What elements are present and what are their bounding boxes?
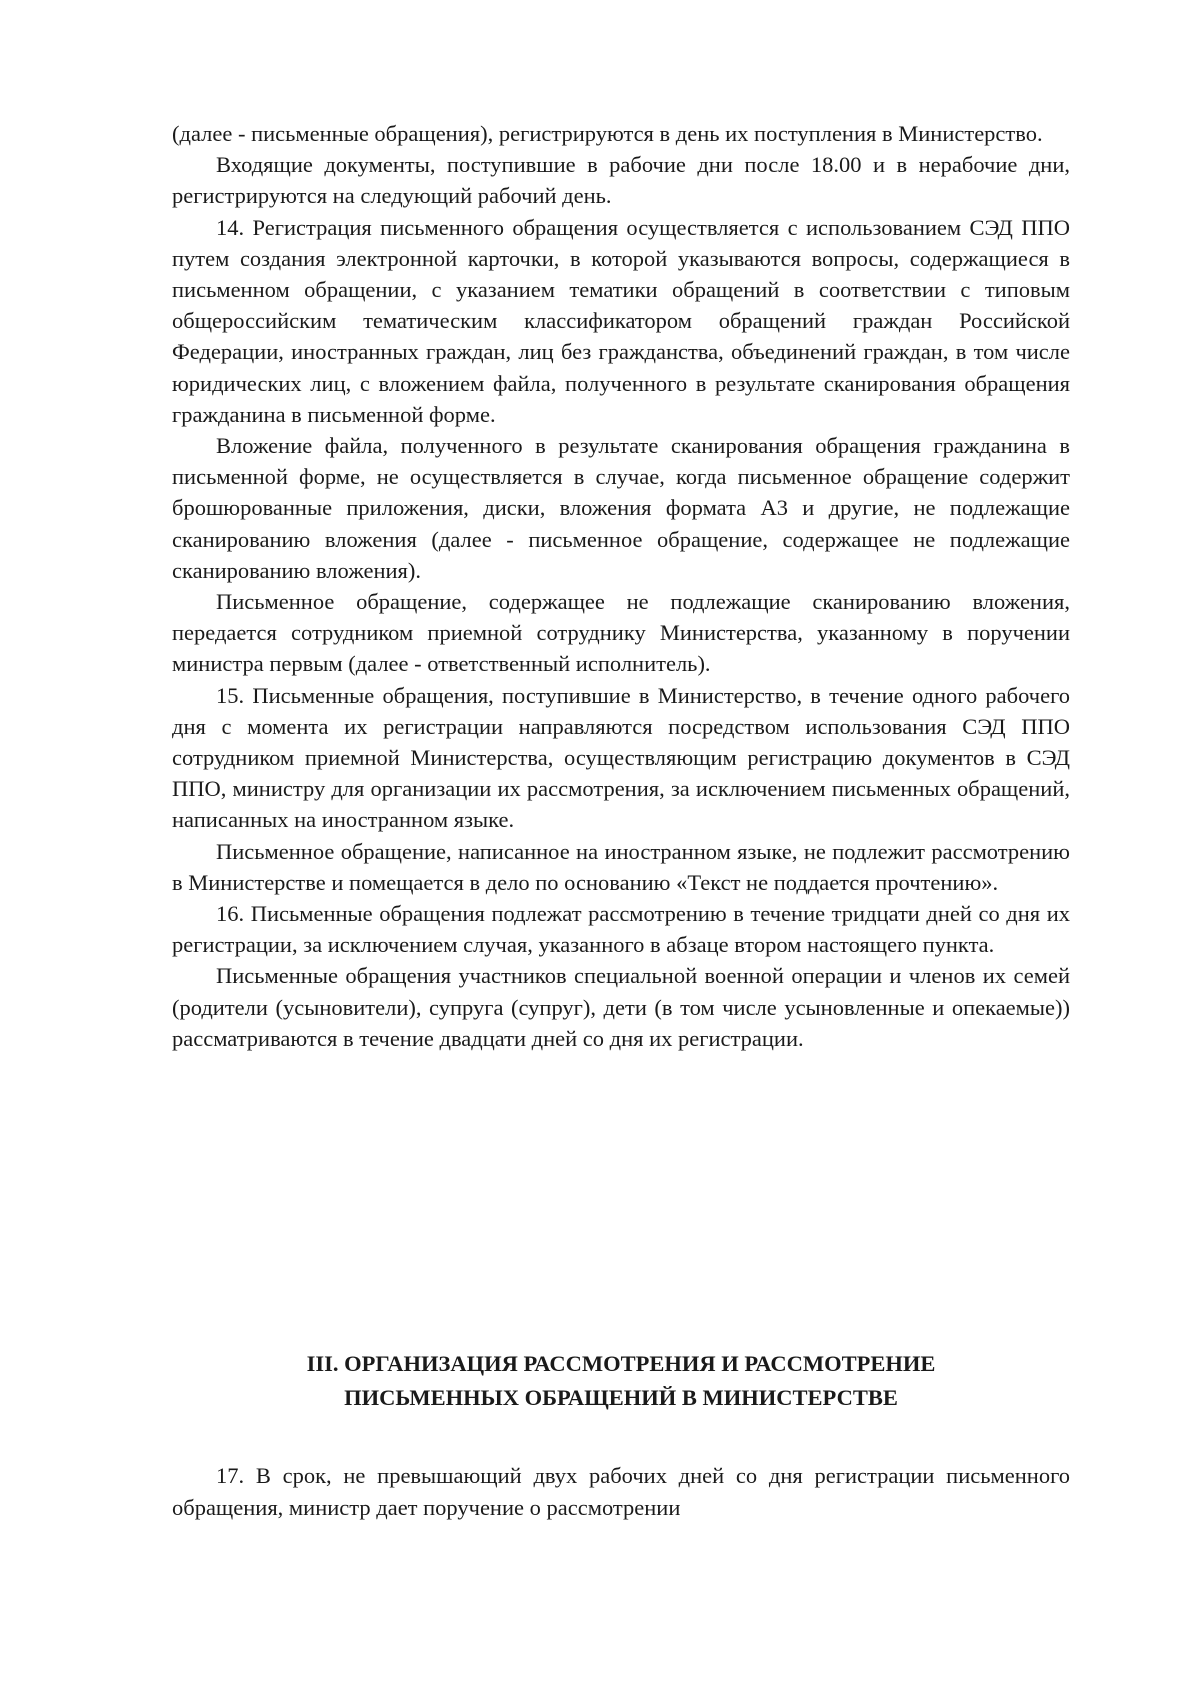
paragraph: Вложение файла, полученного в результате сканирования обращения гражданина в письменной форме, не осуществляется в случае, когда письменное обращение содержит брошюрованные приложения, диски, вложения формата А3 и другие, не подлежащие сканированию вложения (далее - письменное обращение, содержащее не подлежащие сканированию вложения). — [172, 433, 1070, 583]
paragraph-item-15: 15. Письменные обращения, поступившие в Министерство, в течение одного рабочего дня с момента их регистрации направляются посредством использования СЭД ППО сотрудником приемной Министерства, осуществляющим регистрацию документов в СЭД ППО, министру для организации их рассмотрения, за исключением письменных обращений, написанных на иностранном языке. — [172, 682, 1070, 833]
paragraph: Письменное обращение, содержащее не подлежащие сканированию вложения, передается сотрудником приемной сотруднику Министерства, указанному в поручении министра первым (далее - ответственный исполнитель). — [172, 589, 1070, 677]
section-heading-line-2: ПИСЬМЕННЫХ ОБРАЩЕНИЙ В МИНИСТЕРСТВЕ — [344, 1385, 898, 1410]
section-heading — [172, 1347, 1070, 1415]
paragraph: Письменные обращения участников специальной военной операции и членов их семей (родители (усыновители), супруга (супруг), дети (в том числе усыновленные и опекаемые)) рассматриваются в течение двадцати дней со дня их регистрации. — [172, 963, 1070, 1051]
paragraph-item-16: 16. Письменные обращения подлежат рассмотрению в течение тридцати дней со дня их регистрации, за исключением случая, указанного в абзаце втором настоящего пункта. — [172, 901, 1070, 958]
paragraph-item-17: 17. В срок, не превышающий двух рабочих дней со дня регистрации письменного обращения, министр дает поручение о рассмотрении — [172, 1463, 1070, 1520]
document-body-continued — [172, 1460, 1070, 1523]
paragraph: Входящие документы, поступившие в рабочие дни после 18.00 и в нерабочие дни, регистрируются на следующий рабочий день. — [172, 152, 1070, 209]
paragraph: Письменное обращение, написанное на иностранном языке, не подлежит рассмотрению в Министерстве и помещается в дело по основанию «Текст не поддается прочтению». — [172, 838, 1070, 895]
paragraph: (далее - письменные обращения), регистрируются в день их поступления в Министерство. — [172, 121, 1043, 146]
section-heading-line-1: III. ОРГАНИЗАЦИЯ РАССМОТРЕНИЯ И РАССМОТРЕНИЕ — [306, 1351, 936, 1376]
paragraph-item-14: 14. Регистрация письменного обращения осуществляется с использованием СЭД ППО путем создания электронной карточки, в которой указываются вопросы, содержащиеся в письменном обращении, с указанием тематики обращений в соответствии с типовым общероссийским тематическим классификатором обращений граждан Российской Федерации, иностранных граждан, лиц без гражданства, объединений граждан, в том числе юридических лиц, с вложением файла, полученного в результате сканирования обращения гражданина в письменной форме. — [172, 214, 1070, 427]
document-body — [172, 118, 1070, 1054]
